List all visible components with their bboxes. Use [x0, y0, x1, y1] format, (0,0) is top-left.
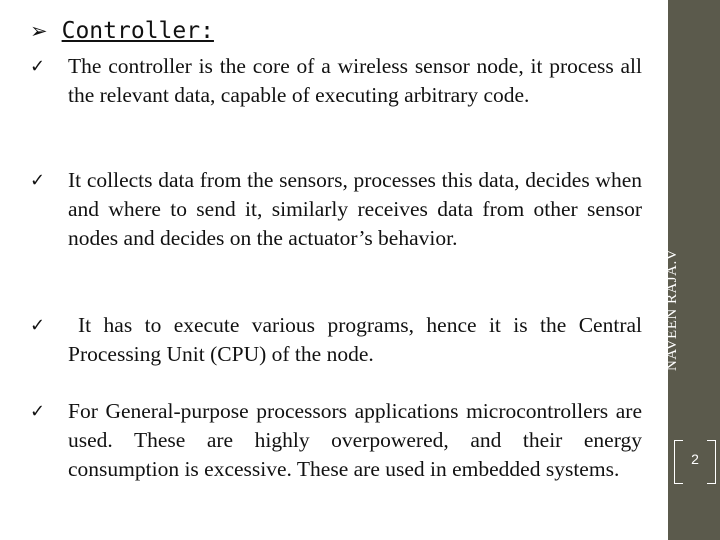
bullet-text-2: It collects data from the sensors, processes this data, decides when and where to send it, similarly receives data from other sensor nodes and decides on the actuator’s behavior.	[68, 168, 642, 250]
bullet-item-4	[30, 397, 642, 484]
bullet-text-4: For General-purpose processors applications microcontrollers are used. These are highly overpowered, and their energy consumption is excessive. These are used in embedded systems.	[68, 399, 642, 481]
bullet-item-3	[30, 311, 642, 369]
slide-heading	[30, 18, 214, 44]
heading-text: Controller:	[61, 18, 214, 44]
checkmark-icon: ✓	[30, 315, 46, 336]
bullet-text-3: It has to execute various programs, hence it is the Central Processing Unit (CPU) of the node.	[68, 313, 642, 366]
checkmark-icon: ✓	[30, 170, 46, 191]
author-name: NAVEEN RAJA.V	[664, 248, 680, 372]
bullet-text-1: The controller is the core of a wireless sensor node, it process all the relevant data, capable of executing arbitrary code.	[68, 54, 642, 107]
checkmark-icon: ✓	[30, 56, 46, 77]
arrow-bullet-icon: ➢	[30, 19, 48, 43]
bullet-item-2	[30, 166, 642, 253]
checkmark-icon: ✓	[30, 401, 46, 422]
page-number-box	[674, 440, 716, 484]
bullet-item-1	[30, 52, 642, 110]
page-number: 2	[691, 451, 699, 467]
